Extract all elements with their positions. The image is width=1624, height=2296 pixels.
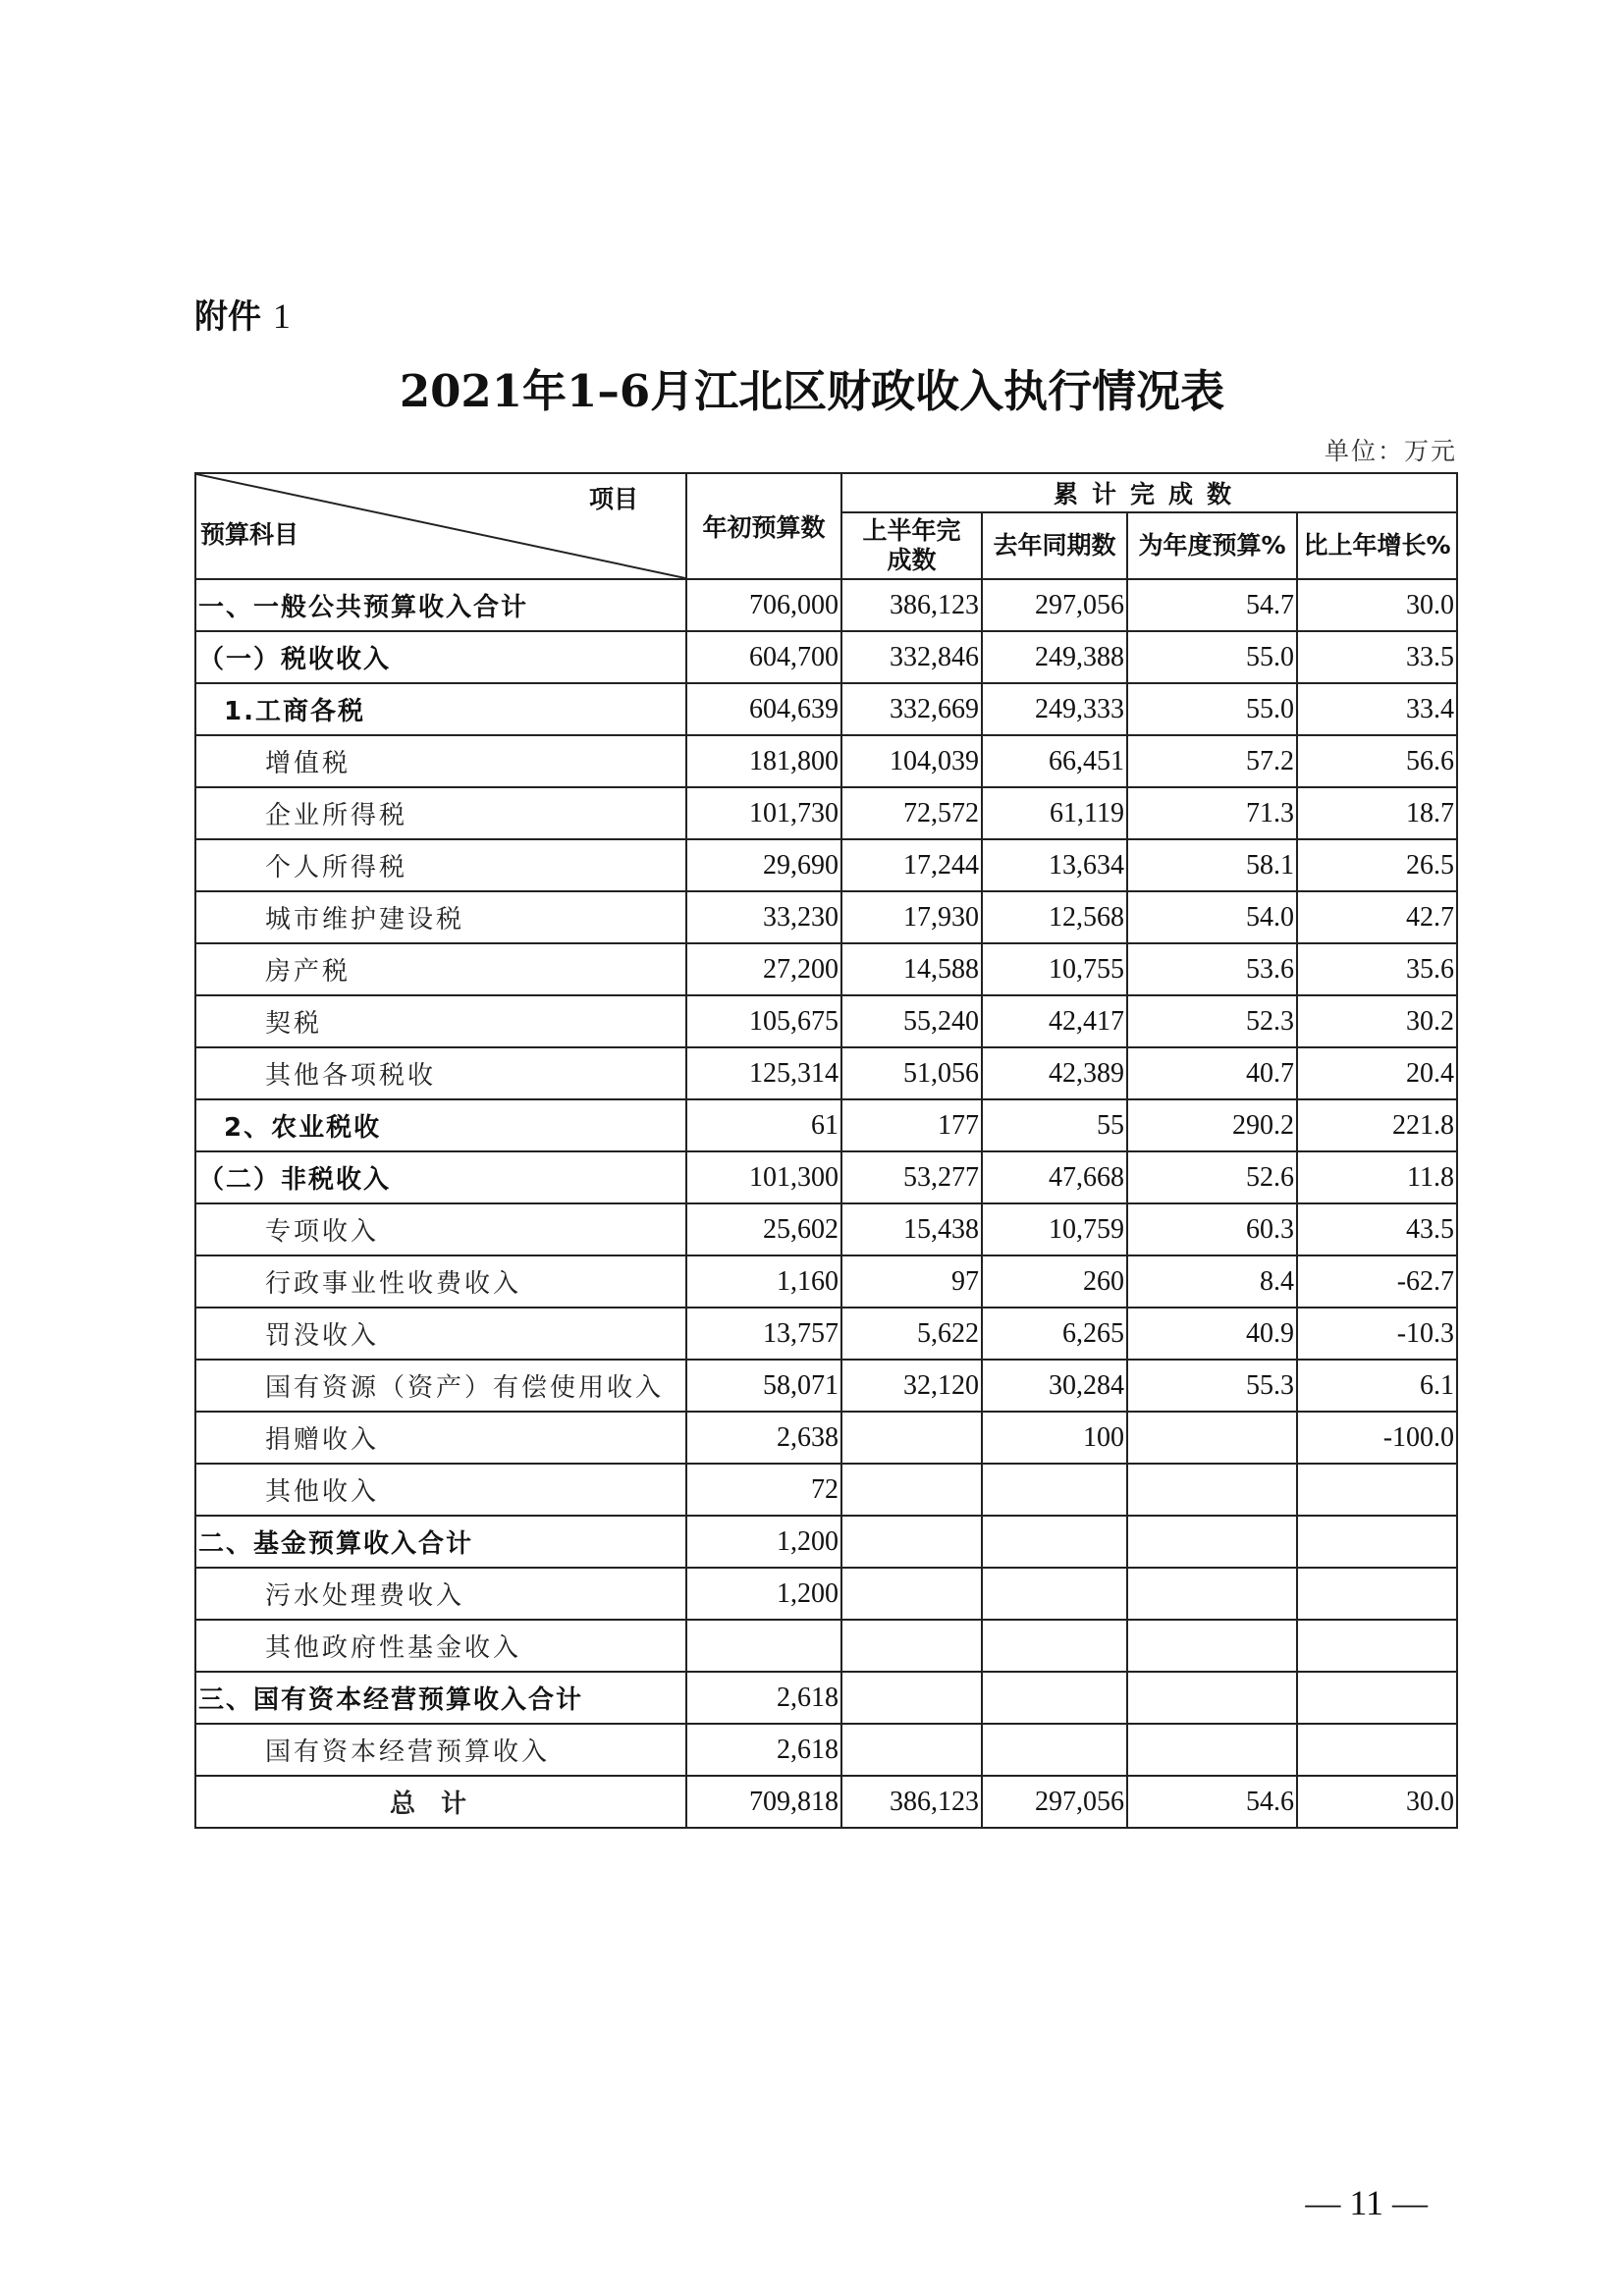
cell-budget: 604,700 bbox=[686, 631, 841, 683]
cell-budget: 27,200 bbox=[686, 943, 841, 995]
table-row bbox=[195, 787, 1457, 839]
attachment-label: 附件 1 bbox=[194, 296, 291, 337]
cell-last: 10,759 bbox=[982, 1203, 1127, 1255]
cell-pct: 40.9 bbox=[1127, 1308, 1297, 1360]
cell-half bbox=[841, 1516, 982, 1568]
cell-pct: 52.6 bbox=[1127, 1151, 1297, 1203]
row-label: 国有资本经营预算收入 bbox=[195, 1724, 686, 1776]
cell-growth: 18.7 bbox=[1297, 787, 1457, 839]
cell-half: 72,572 bbox=[841, 787, 982, 839]
cell-pct bbox=[1127, 1516, 1297, 1568]
row-label: 增值税 bbox=[195, 735, 686, 787]
page-number: — 11 — bbox=[1305, 2183, 1428, 2222]
table-row bbox=[195, 891, 1457, 943]
table-row bbox=[195, 1464, 1457, 1516]
cell-budget: 25,602 bbox=[686, 1203, 841, 1255]
cell-pct bbox=[1127, 1568, 1297, 1620]
cell-last: 249,388 bbox=[982, 631, 1127, 683]
table-row bbox=[195, 1568, 1457, 1620]
row-label: 1.工商各税 bbox=[195, 683, 686, 735]
row-label: 企业所得税 bbox=[195, 787, 686, 839]
row-label: 契税 bbox=[195, 995, 686, 1047]
cell-budget: 706,000 bbox=[686, 579, 841, 631]
cell-budget: 2,638 bbox=[686, 1412, 841, 1464]
cell-pct: 55.3 bbox=[1127, 1360, 1297, 1412]
cell-growth: 30.2 bbox=[1297, 995, 1457, 1047]
cell-growth: 33.4 bbox=[1297, 683, 1457, 735]
cell-growth: 35.6 bbox=[1297, 943, 1457, 995]
row-label: 个人所得税 bbox=[195, 839, 686, 891]
cell-half: 332,846 bbox=[841, 631, 982, 683]
document-title: 2021年1–6月江北区财政收入执行情况表 bbox=[399, 365, 1225, 417]
cell-half: 5,622 bbox=[841, 1308, 982, 1360]
table-row bbox=[195, 1516, 1457, 1568]
cell-pct: 57.2 bbox=[1127, 735, 1297, 787]
cell-half: 32,120 bbox=[841, 1360, 982, 1412]
cell-growth bbox=[1297, 1724, 1457, 1776]
cell-last bbox=[982, 1516, 1127, 1568]
cell-growth: 56.6 bbox=[1297, 735, 1457, 787]
cell-pct: 8.4 bbox=[1127, 1255, 1297, 1308]
table-row bbox=[195, 579, 1457, 631]
cell-budget: 1,200 bbox=[686, 1516, 841, 1568]
cell-budget: 61 bbox=[686, 1099, 841, 1151]
cell-pct: 54.0 bbox=[1127, 891, 1297, 943]
cell-growth bbox=[1297, 1464, 1457, 1516]
row-label: 罚没收入 bbox=[195, 1308, 686, 1360]
cell-pct: 54.7 bbox=[1127, 579, 1297, 631]
cell-growth bbox=[1297, 1672, 1457, 1724]
cell-half bbox=[841, 1412, 982, 1464]
cell-budget: 604,639 bbox=[686, 683, 841, 735]
cell-pct bbox=[1127, 1412, 1297, 1464]
cell-pct bbox=[1127, 1724, 1297, 1776]
cell-half: 14,588 bbox=[841, 943, 982, 995]
cell-half: 51,056 bbox=[841, 1047, 982, 1099]
cell-last: 30,284 bbox=[982, 1360, 1127, 1412]
cell-growth: 11.8 bbox=[1297, 1151, 1457, 1203]
cell-half: 97 bbox=[841, 1255, 982, 1308]
cell-growth: -62.7 bbox=[1297, 1255, 1457, 1308]
cell-budget: 101,300 bbox=[686, 1151, 841, 1203]
header-item: 项目 bbox=[588, 485, 638, 513]
row-label: 其他收入 bbox=[195, 1464, 686, 1516]
cell-half bbox=[841, 1672, 982, 1724]
cell-growth: -100.0 bbox=[1297, 1412, 1457, 1464]
cell-growth: 30.0 bbox=[1297, 579, 1457, 631]
table-row bbox=[195, 1620, 1457, 1672]
diagonal-header-cell bbox=[195, 473, 686, 579]
cell-last: 249,333 bbox=[982, 683, 1127, 735]
cell-budget: 33,230 bbox=[686, 891, 841, 943]
cell-last: 12,568 bbox=[982, 891, 1127, 943]
table-row bbox=[195, 943, 1457, 995]
table-row bbox=[195, 1724, 1457, 1776]
cell-budget: 58,071 bbox=[686, 1360, 841, 1412]
cell-last: 100 bbox=[982, 1412, 1127, 1464]
cell-pct: 55.0 bbox=[1127, 631, 1297, 683]
cell-last: 13,634 bbox=[982, 839, 1127, 891]
table-row bbox=[195, 1412, 1457, 1464]
cell-half bbox=[841, 1620, 982, 1672]
cell-half: 332,669 bbox=[841, 683, 982, 735]
row-label: （一）税收收入 bbox=[195, 631, 686, 683]
row-label: 其他各项税收 bbox=[195, 1047, 686, 1099]
cell-growth: 43.5 bbox=[1297, 1203, 1457, 1255]
row-label: 其他政府性基金收入 bbox=[195, 1620, 686, 1672]
row-label: 专项收入 bbox=[195, 1203, 686, 1255]
cell-budget: 13,757 bbox=[686, 1308, 841, 1360]
cell-budget: 101,730 bbox=[686, 787, 841, 839]
row-label: 二、基金预算收入合计 bbox=[195, 1516, 686, 1568]
cell-last: 297,056 bbox=[982, 1776, 1127, 1828]
cell-last: 61,119 bbox=[982, 787, 1127, 839]
cell-pct: 53.6 bbox=[1127, 943, 1297, 995]
cell-pct: 58.1 bbox=[1127, 839, 1297, 891]
cell-pct bbox=[1127, 1672, 1297, 1724]
table-row bbox=[195, 1360, 1457, 1412]
attachment-number: 1 bbox=[272, 296, 291, 336]
cell-last: 10,755 bbox=[982, 943, 1127, 995]
row-label: 行政事业性收费收入 bbox=[195, 1255, 686, 1308]
row-label: 污水处理费收入 bbox=[195, 1568, 686, 1620]
header-last-year: 去年同期数 bbox=[982, 512, 1127, 579]
revenue-table bbox=[194, 472, 1458, 1829]
cell-growth: 33.5 bbox=[1297, 631, 1457, 683]
table-row bbox=[195, 839, 1457, 891]
cell-last bbox=[982, 1464, 1127, 1516]
row-label: 房产税 bbox=[195, 943, 686, 995]
table-row bbox=[195, 631, 1457, 683]
header-half-year: 上半年完成数 bbox=[841, 512, 982, 579]
header-budget: 年初预算数 bbox=[686, 473, 841, 579]
cell-half: 17,930 bbox=[841, 891, 982, 943]
cell-half bbox=[841, 1568, 982, 1620]
cell-half: 386,123 bbox=[841, 1776, 982, 1828]
row-label: 城市维护建设税 bbox=[195, 891, 686, 943]
cell-half: 104,039 bbox=[841, 735, 982, 787]
table-row bbox=[195, 1308, 1457, 1360]
cell-pct: 54.6 bbox=[1127, 1776, 1297, 1828]
row-label: 国有资源（资产）有偿使用收入 bbox=[195, 1360, 686, 1412]
table-row bbox=[195, 995, 1457, 1047]
cell-last bbox=[982, 1672, 1127, 1724]
cell-last: 47,668 bbox=[982, 1151, 1127, 1203]
cell-half: 177 bbox=[841, 1099, 982, 1151]
cell-budget: 1,200 bbox=[686, 1568, 841, 1620]
cell-last: 66,451 bbox=[982, 735, 1127, 787]
cell-last: 6,265 bbox=[982, 1308, 1127, 1360]
cell-budget: 105,675 bbox=[686, 995, 841, 1047]
cell-half bbox=[841, 1724, 982, 1776]
cell-half: 15,438 bbox=[841, 1203, 982, 1255]
cell-half: 53,277 bbox=[841, 1151, 982, 1203]
row-label: 捐赠收入 bbox=[195, 1412, 686, 1464]
table-row bbox=[195, 1776, 1457, 1828]
cell-budget: 2,618 bbox=[686, 1724, 841, 1776]
table-row bbox=[195, 1255, 1457, 1308]
cell-growth bbox=[1297, 1568, 1457, 1620]
cell-budget: 2,618 bbox=[686, 1672, 841, 1724]
cell-budget: 125,314 bbox=[686, 1047, 841, 1099]
header-pct-budget: 为年度预算% bbox=[1127, 512, 1297, 579]
cell-pct: 52.3 bbox=[1127, 995, 1297, 1047]
cell-pct: 60.3 bbox=[1127, 1203, 1297, 1255]
cell-pct: 71.3 bbox=[1127, 787, 1297, 839]
cell-budget: 72 bbox=[686, 1464, 841, 1516]
table-header-row-1 bbox=[195, 473, 1457, 512]
cell-budget: 29,690 bbox=[686, 839, 841, 891]
cell-growth: 42.7 bbox=[1297, 891, 1457, 943]
cell-pct: 55.0 bbox=[1127, 683, 1297, 735]
cell-half bbox=[841, 1464, 982, 1516]
cell-last: 297,056 bbox=[982, 579, 1127, 631]
row-label: 2、农业税收 bbox=[195, 1099, 686, 1151]
cell-growth bbox=[1297, 1516, 1457, 1568]
cell-last bbox=[982, 1620, 1127, 1672]
table-row bbox=[195, 735, 1457, 787]
cell-growth: 30.0 bbox=[1297, 1776, 1457, 1828]
table-row bbox=[195, 683, 1457, 735]
cell-pct: 290.2 bbox=[1127, 1099, 1297, 1151]
unit-label: 单位：万元 bbox=[1324, 437, 1457, 465]
table-row bbox=[195, 1047, 1457, 1099]
cell-growth: 20.4 bbox=[1297, 1047, 1457, 1099]
header-subject: 预算科目 bbox=[200, 520, 299, 549]
cell-growth: 26.5 bbox=[1297, 839, 1457, 891]
cell-half: 386,123 bbox=[841, 579, 982, 631]
header-cumulative: 累计完成数 bbox=[841, 473, 1457, 512]
row-label: 三、国有资本经营预算收入合计 bbox=[195, 1672, 686, 1724]
cell-budget: 181,800 bbox=[686, 735, 841, 787]
cell-budget bbox=[686, 1620, 841, 1672]
cell-last: 260 bbox=[982, 1255, 1127, 1308]
cell-pct bbox=[1127, 1464, 1297, 1516]
cell-last bbox=[982, 1724, 1127, 1776]
cell-growth: 6.1 bbox=[1297, 1360, 1457, 1412]
cell-last: 55 bbox=[982, 1099, 1127, 1151]
cell-half: 17,244 bbox=[841, 839, 982, 891]
table-row bbox=[195, 1203, 1457, 1255]
table-row bbox=[195, 1151, 1457, 1203]
table-row bbox=[195, 1099, 1457, 1151]
cell-pct: 40.7 bbox=[1127, 1047, 1297, 1099]
cell-growth: 221.8 bbox=[1297, 1099, 1457, 1151]
cell-growth: -10.3 bbox=[1297, 1308, 1457, 1360]
cell-budget: 709,818 bbox=[686, 1776, 841, 1828]
cell-pct bbox=[1127, 1620, 1297, 1672]
cell-last: 42,389 bbox=[982, 1047, 1127, 1099]
row-label: 一、一般公共预算收入合计 bbox=[195, 579, 686, 631]
row-label: （二）非税收入 bbox=[195, 1151, 686, 1203]
table-row bbox=[195, 1672, 1457, 1724]
cell-last bbox=[982, 1568, 1127, 1620]
cell-budget: 1,160 bbox=[686, 1255, 841, 1308]
header-growth: 比上年增长% bbox=[1297, 512, 1457, 579]
row-label: 总计 bbox=[195, 1776, 686, 1828]
cell-growth bbox=[1297, 1620, 1457, 1672]
cell-last: 42,417 bbox=[982, 995, 1127, 1047]
cell-half: 55,240 bbox=[841, 995, 982, 1047]
